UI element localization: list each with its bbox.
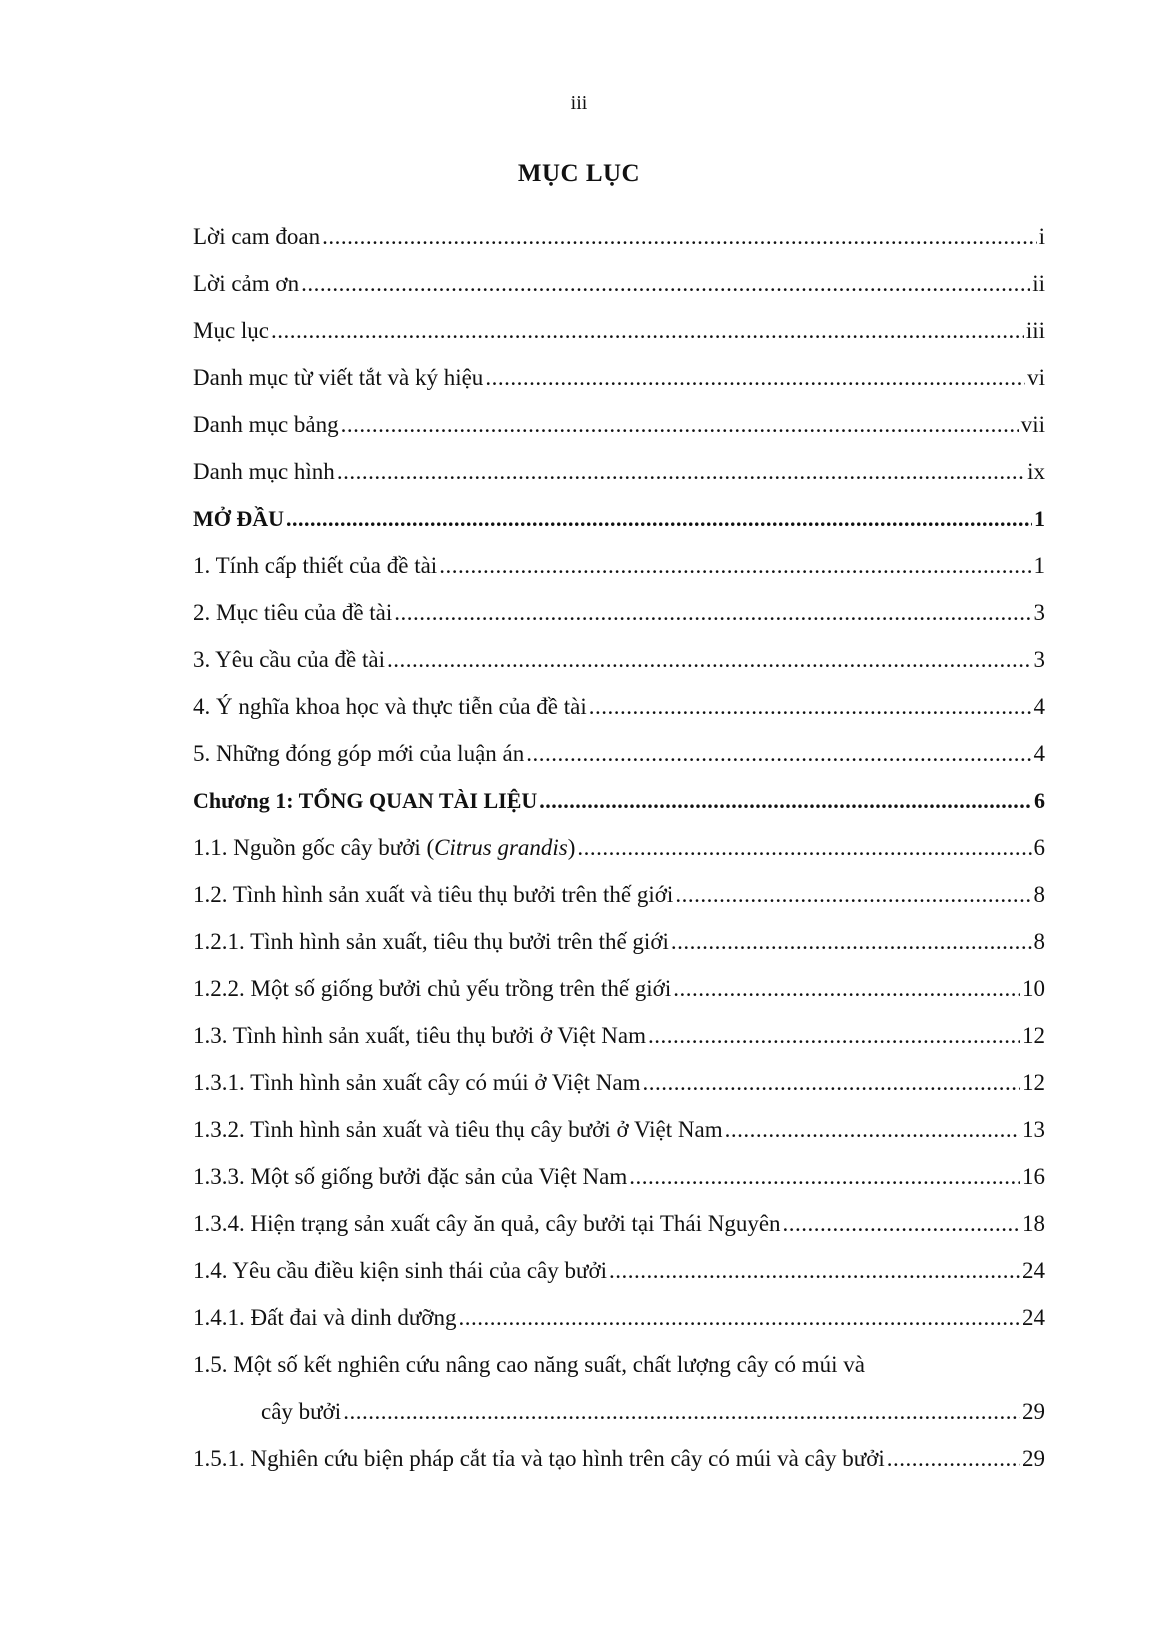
toc-entry-label-suffix: ): [567, 835, 576, 860]
toc-entry-1-3-3[interactable]: [193, 1144, 1045, 1191]
toc-entry-label: 1.3.2. Tình hình sản xuất và tiêu thụ cây bưởi ở Việt Nam: [193, 1117, 723, 1142]
toc-entry-label: 1.3.1. Tình hình sản xuất cây có múi ở Việt Nam: [193, 1070, 641, 1095]
toc-entry-page: i: [1038, 224, 1045, 249]
toc-entry-label: 1.2.2. Một số giống bưởi chủ yếu trồng trên thế giới: [193, 976, 672, 1001]
toc-entry-label: [193, 834, 575, 862]
toc-leader-dots: [459, 1304, 1020, 1332]
toc-leader-dots: [271, 317, 1024, 345]
toc-entry-label: 1.3.4. Hiện trạng sản xuất cây ăn quả, cây bưởi tại Thái Nguyên: [193, 1211, 781, 1236]
toc-leader-dots: [439, 552, 1031, 580]
toc-entry-1-3-2[interactable]: [193, 1097, 1045, 1144]
toc-entry-page: vii: [1020, 412, 1045, 437]
toc-entry-label: Lời cảm ơn: [193, 271, 300, 296]
toc-entry-label: Danh mục bảng: [193, 412, 339, 437]
toc-entry-page: 8: [1033, 929, 1045, 954]
toc-entry-page: 12: [1022, 1070, 1045, 1095]
toc-entry-page: ii: [1032, 271, 1045, 296]
toc-title: MỤC LỤC: [517, 160, 641, 187]
toc-entry-5[interactable]: [193, 721, 1045, 768]
toc-entry-page: 6: [1033, 835, 1045, 860]
toc-leader-dots: [643, 1069, 1020, 1097]
toc-entry-loi-cam-doan[interactable]: [193, 204, 1045, 251]
toc-entry-label-prefix: 1.1. Nguồn gốc cây bưởi (: [193, 835, 435, 860]
toc-entry-label: 1.2. Tình hình sản xuất và tiêu thụ bưởi trên thế giới: [193, 882, 674, 907]
toc-entry-1-5-line1[interactable]: [193, 1332, 1045, 1379]
toc-leader-dots: [485, 364, 1025, 392]
toc-entry-page: 1: [1033, 553, 1045, 578]
toc-entry-label: 2. Mục tiêu của đề tài: [193, 600, 393, 625]
toc-leader-dots: [648, 1022, 1020, 1050]
toc-entry-1-2-1[interactable]: [193, 909, 1045, 956]
page-number: iii: [570, 92, 588, 114]
toc-entry-page: 13: [1022, 1117, 1045, 1142]
toc-leader-dots: [783, 1210, 1020, 1238]
toc-leader-dots: [343, 1398, 1020, 1426]
toc-entry-label: Danh mục hình: [193, 459, 335, 484]
toc-entry-label: 4. Ý nghĩa khoa học và thực tiễn của đề tài: [193, 694, 587, 719]
toc-entry-page: 8: [1033, 882, 1045, 907]
toc-entry-1-5-line2[interactable]: [193, 1379, 1045, 1426]
table-of-contents: [193, 204, 1045, 1473]
toc-entry-page: 29: [1022, 1446, 1045, 1471]
toc-leader-dots: [671, 928, 1032, 956]
toc-entry-label: 1.5.1. Nghiên cứu biện pháp cắt tỉa và tạo hình trên cây có múi và cây bưởi: [193, 1446, 885, 1471]
toc-entry-1[interactable]: [193, 533, 1045, 580]
toc-entry-page: 16: [1022, 1164, 1045, 1189]
toc-entry-chuong-1[interactable]: [193, 768, 1045, 815]
toc-entry-page: ix: [1027, 459, 1045, 484]
toc-entry-page: 29: [1022, 1399, 1045, 1424]
toc-entry-danh-muc-tu-viet-tat[interactable]: [193, 345, 1045, 392]
toc-entry-label: Lời cam đoan: [193, 224, 321, 249]
toc-leader-dots: [609, 1257, 1020, 1285]
toc-leader-dots: [301, 270, 1030, 298]
toc-entry-label: 3. Yêu cầu của đề tài: [193, 647, 385, 672]
toc-leader-dots: [337, 458, 1025, 486]
toc-entry-page: vi: [1027, 365, 1045, 390]
toc-entry-page: iii: [1025, 318, 1045, 343]
toc-entry-page: 18: [1022, 1211, 1045, 1236]
toc-entry-label: 5. Những đóng góp mới của luận án: [193, 741, 525, 766]
toc-entry-page: 4: [1033, 694, 1045, 719]
toc-leader-dots: [675, 881, 1031, 909]
toc-leader-dots: [577, 834, 1031, 862]
toc-entry-danh-muc-hinh[interactable]: [193, 439, 1045, 486]
toc-leader-dots: [539, 787, 1032, 815]
toc-entry-label: 1.3. Tình hình sản xuất, tiêu thụ bưởi ở Việt Nam: [193, 1023, 646, 1048]
toc-entry-label: Chương 1: TỔNG QUAN TÀI LIỆU: [193, 788, 538, 813]
toc-entry-2[interactable]: [193, 580, 1045, 627]
toc-entry-page: 3: [1033, 600, 1045, 625]
toc-entry-1-3-1[interactable]: [193, 1050, 1045, 1097]
toc-entry-loi-cam-on[interactable]: [193, 251, 1045, 298]
toc-entry-1-3[interactable]: [193, 1003, 1045, 1050]
toc-entry-page: 4: [1033, 741, 1045, 766]
toc-entry-label: Danh mục từ viết tắt và ký hiệu: [193, 365, 484, 390]
toc-entry-page: 12: [1022, 1023, 1045, 1048]
toc-entry-label: Mục lục: [193, 318, 270, 343]
toc-leader-dots: [589, 693, 1032, 721]
toc-entry-1-1[interactable]: [193, 815, 1045, 862]
toc-leader-dots: [673, 975, 1020, 1003]
toc-leader-dots: [725, 1116, 1020, 1144]
toc-entry-page: 10: [1022, 976, 1045, 1001]
toc-entry-page: 3: [1033, 647, 1045, 672]
toc-entry-4[interactable]: [193, 674, 1045, 721]
toc-entry-muc-luc[interactable]: [193, 298, 1045, 345]
toc-entry-3[interactable]: [193, 627, 1045, 674]
toc-entry-page: 24: [1022, 1305, 1045, 1330]
toc-leader-dots: [322, 223, 1036, 251]
toc-leader-dots: [387, 646, 1032, 674]
toc-entry-label: 1.4. Yêu cầu điều kiện sinh thái của cây bưởi: [193, 1258, 608, 1283]
toc-leader-dots: [394, 599, 1031, 627]
toc-entry-1-5-1[interactable]: [193, 1426, 1045, 1473]
toc-entry-1-4-1[interactable]: [193, 1285, 1045, 1332]
toc-entry-1-4[interactable]: [193, 1238, 1045, 1285]
toc-entry-1-2[interactable]: [193, 862, 1045, 909]
toc-entry-1-3-4[interactable]: [193, 1191, 1045, 1238]
toc-entry-1-2-2[interactable]: [193, 956, 1045, 1003]
toc-leader-dots: [629, 1163, 1020, 1191]
toc-entry-label: 1.5. Một số kết nghiên cứu nâng cao năng suất, chất lượng cây có múi và: [193, 1352, 865, 1377]
toc-entry-page: 1: [1034, 506, 1045, 531]
toc-entry-label: cây bưởi: [261, 1399, 342, 1424]
toc-entry-label: 1.4.1. Đất đai và dinh dưỡng: [193, 1305, 457, 1330]
toc-leader-dots: [887, 1445, 1020, 1473]
toc-entry-label: MỞ ĐẦU: [193, 506, 285, 531]
toc-entry-label-italic: Citrus grandis: [434, 835, 568, 860]
toc-entry-page: 6: [1034, 788, 1045, 813]
toc-leader-dots: [526, 740, 1031, 768]
toc-leader-dots: [286, 505, 1032, 533]
toc-entry-danh-muc-bang[interactable]: [193, 392, 1045, 439]
toc-entry-label: 1. Tính cấp thiết của đề tài: [193, 553, 438, 578]
toc-entry-mo-dau[interactable]: [193, 486, 1045, 533]
toc-entry-label: 1.3.3. Một số giống bưởi đặc sản của Việt Nam: [193, 1164, 628, 1189]
toc-entry-page: 24: [1022, 1258, 1045, 1283]
toc-leader-dots: [341, 411, 1019, 439]
toc-entry-label: 1.2.1. Tình hình sản xuất, tiêu thụ bưởi trên thế giới: [193, 929, 669, 954]
